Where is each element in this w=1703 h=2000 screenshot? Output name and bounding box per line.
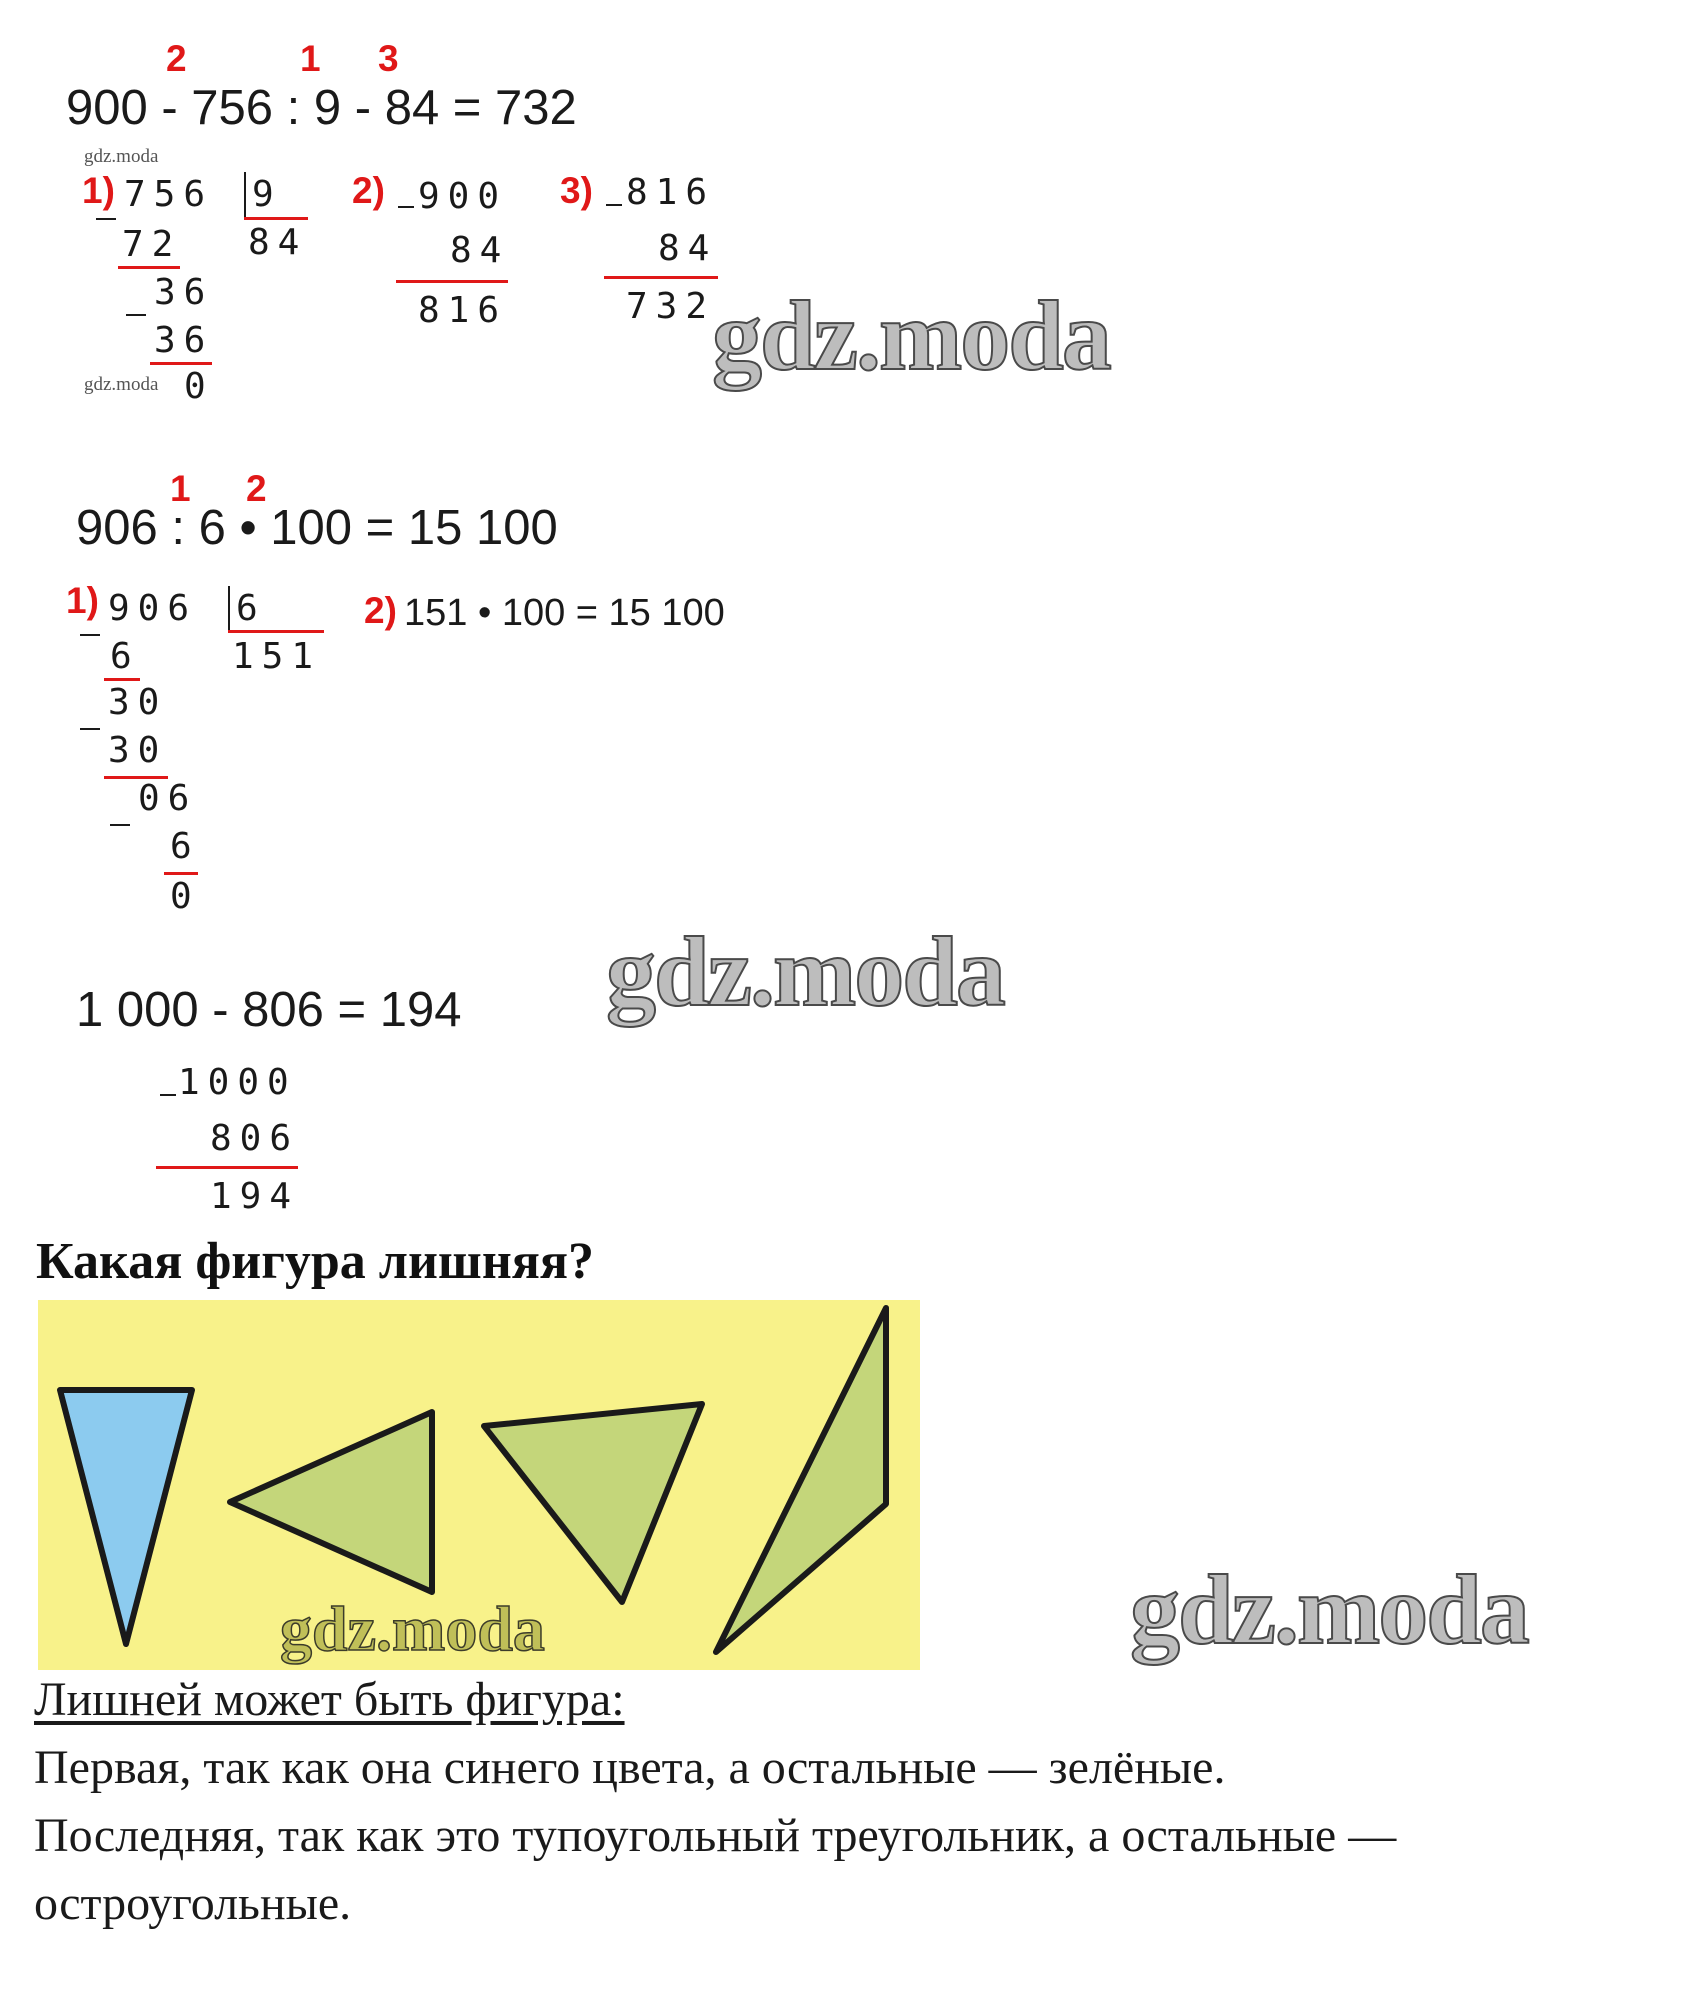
underline: [118, 266, 180, 269]
watermark-large: gdz.moda: [1130, 1554, 1528, 1665]
divisor: 6: [236, 588, 266, 629]
division-row: 6: [170, 826, 200, 867]
division-row: 30: [108, 730, 168, 771]
minuend: 1000: [178, 1062, 297, 1103]
minus-sign: [160, 1094, 176, 1096]
minus-sign: [606, 204, 622, 206]
division-row: 72: [122, 224, 182, 265]
minuend: 816: [626, 172, 716, 213]
order-mark: 3: [378, 38, 399, 79]
quotient: 151: [232, 636, 322, 677]
dividend: 756: [124, 174, 214, 215]
watermark-small: gdz.moda: [84, 374, 159, 395]
step-label: 3): [560, 170, 593, 211]
minus-sign: [398, 206, 414, 208]
question-title: Какая фигура лишняя?: [36, 1233, 595, 1290]
division-bar-vertical: [228, 586, 230, 632]
result: 816: [418, 290, 508, 331]
division-bar-vertical: [244, 172, 246, 220]
subtrahend: 806: [210, 1118, 300, 1159]
division-row: 30: [108, 682, 168, 723]
answer-line: Последняя, так как это тупоугольный треугольник, а остальные —: [34, 1809, 1397, 1862]
result-line: [396, 280, 508, 283]
expression-3: 1 000 - 806 = 194: [76, 983, 462, 1037]
answer-line: остроугольные.: [34, 1877, 352, 1930]
underline: [164, 872, 198, 875]
division-row: 36: [154, 320, 214, 361]
step-label: 1): [82, 170, 115, 211]
result-line: [156, 1166, 298, 1169]
quotient: 84: [248, 222, 308, 263]
minus-sign: [80, 728, 100, 730]
division-bar-horizontal: [244, 217, 308, 220]
order-mark: 1: [170, 468, 191, 509]
minus-sign: [80, 634, 100, 636]
step-label: 1): [66, 580, 99, 621]
answer-title: Лишней может быть фигура:: [34, 1673, 625, 1726]
order-mark: 2: [246, 468, 267, 509]
result: 194: [210, 1176, 300, 1217]
answer-line: Первая, так как она синего цвета, а остальные — зелёные.: [34, 1741, 1226, 1794]
minus-sign: [96, 218, 116, 220]
watermark-large: gdz.moda: [606, 916, 1004, 1027]
expression-2: 906 : 6 • 100 = 15 100: [76, 501, 558, 555]
minuend: 900: [418, 176, 508, 217]
result-line: [604, 276, 718, 279]
divisor: 9: [252, 174, 282, 215]
order-mark: 1: [300, 38, 321, 79]
step-label: 2): [364, 590, 397, 631]
division-row: 36: [154, 272, 214, 313]
step-result: 151 • 100 = 15 100: [404, 592, 725, 634]
result: 732: [626, 286, 716, 327]
watermark-figures: gdz.moda: [280, 1593, 545, 1664]
division-row: 6: [110, 636, 140, 677]
subtrahend: 84: [658, 228, 718, 269]
watermark-large: gdz.moda: [712, 280, 1110, 391]
step-label: 2): [352, 170, 385, 211]
expression-1: 900 - 756 : 9 - 84 = 732: [66, 81, 577, 135]
dividend: 906: [108, 588, 198, 629]
minus-sign: [126, 314, 146, 316]
underline: [150, 362, 212, 365]
watermark-small: gdz.moda: [84, 146, 159, 167]
division-bar-horizontal: [228, 630, 324, 633]
minus-sign: [110, 824, 130, 826]
order-mark: 2: [166, 38, 187, 79]
subtrahend: 84: [450, 230, 510, 271]
underline: [104, 678, 140, 681]
division-row: 0: [170, 876, 192, 917]
division-row: 06: [138, 778, 198, 819]
division-row: 0: [184, 366, 206, 407]
